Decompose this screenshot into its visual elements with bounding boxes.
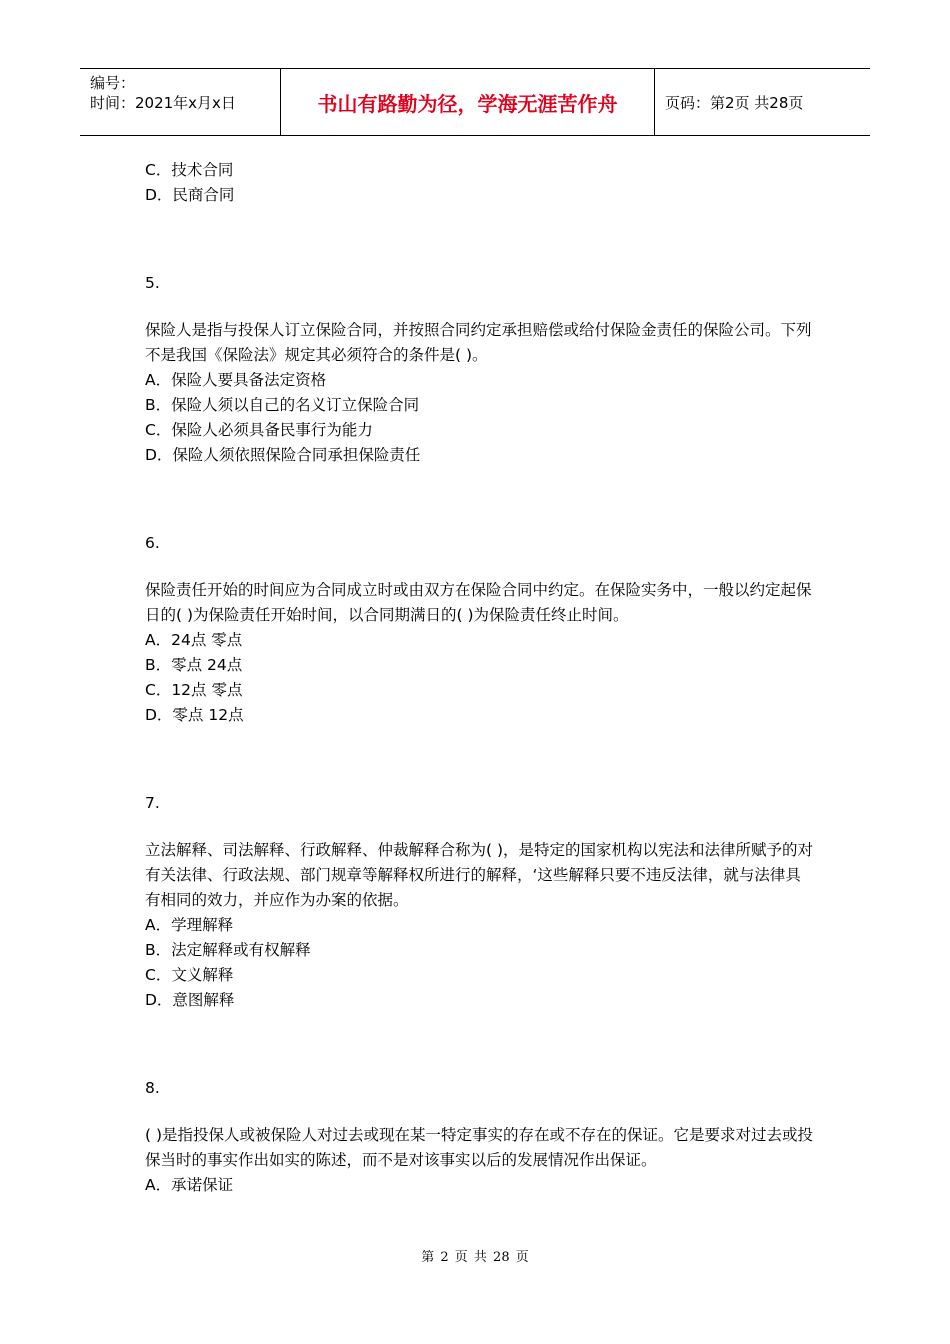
page-footer: 第 2 页 共 28 页	[421, 1250, 529, 1265]
question-stem: 保险人是指与投保人订立保险合同，并按照合同约定承担赔偿或给付保险金责任的保险公司。下列不是我国《保险法》规定其必须符合的条件是( )。	[145, 321, 812, 364]
option-c: C．12点 零点	[145, 681, 243, 699]
option-d: D．意图解释	[145, 991, 235, 1009]
question-5	[145, 271, 815, 468]
option-b: B．法定解释或有权解释	[145, 941, 311, 959]
question-number: 6.	[145, 534, 160, 552]
option-a: A．24点 零点	[145, 631, 243, 649]
option-b: B．保险人须以自己的名义订立保险合同	[145, 396, 420, 414]
document-body	[145, 158, 815, 1198]
serial-label: 编号：	[90, 74, 136, 92]
question-number: 5.	[145, 274, 160, 292]
option-a: A．承诺保证	[145, 1176, 234, 1194]
option-c: C．技术合同	[145, 161, 234, 179]
option-b: B．零点 24点	[145, 656, 243, 674]
question-stem: ( )是指投保人或被保险人对过去或现在某一特定事实的存在或不存在的保证。它是要求对过去或投保当时的事实作出如实的陈述，而不是对该事实以后的发展情况作出保证。	[145, 1126, 814, 1169]
question-number: 7.	[145, 794, 160, 812]
option-d: D．保险人须依照保险合同承担保险责任	[145, 446, 421, 464]
question-7	[145, 791, 815, 1013]
question-6	[145, 531, 815, 728]
header-meta	[80, 69, 281, 135]
question-number: 8.	[145, 1079, 160, 1097]
option-a: A．保险人要具备法定资格	[145, 371, 327, 389]
question-stem: 保险责任开始的时间应为合同成立时或由双方在保险合同中约定。在保险实务中，一般以约定起保日的( )为保险责任开始时间，以合同期满日的( )为保险责任终止时间。	[145, 581, 812, 624]
option-c: C．保险人必须具备民事行为能力	[145, 421, 373, 439]
option-d: D．零点 12点	[145, 706, 244, 724]
question-4-tail	[145, 158, 815, 208]
option-d: D．民商合同	[145, 186, 235, 204]
page-header	[80, 68, 870, 136]
option-c: C．文义解释	[145, 966, 234, 984]
option-a: A．学理解释	[145, 916, 234, 934]
header-motto: 书山有路勤为径，学海无涯苦作舟	[281, 69, 655, 135]
question-8	[145, 1076, 815, 1198]
question-stem: 立法解释、司法解释、行政解释、仲裁解释合称为( )，是特定的国家机构以宪法和法律所赋予的对有关法律、行政法规、部门规章等解释权所进行的解释，‘这些解释只要不违反法律，就与法律具有相同的效力，并应作为办案的依据。	[145, 841, 814, 909]
date-label: 时间：2021年x月x日	[90, 94, 236, 112]
header-page-info: 页码：第2页 共28页	[665, 93, 804, 112]
